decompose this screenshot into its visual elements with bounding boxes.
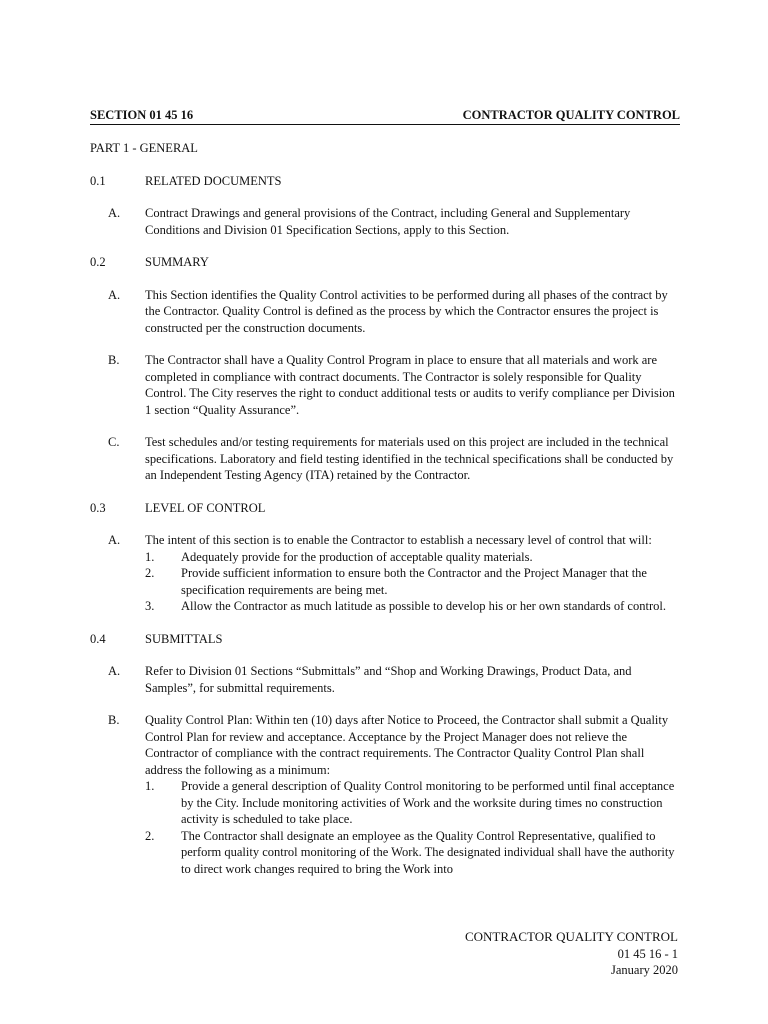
- list-item-text: Adequately provide for the production of acceptable quality materials.: [181, 549, 533, 564]
- list-item: [145, 828, 680, 878]
- paragraph: [90, 712, 680, 877]
- paragraph: [90, 532, 680, 615]
- paragraph: [90, 205, 680, 238]
- paragraph-label: C.: [108, 435, 120, 449]
- paragraph-label: A.: [108, 533, 121, 547]
- paragraph-label: B.: [108, 713, 120, 727]
- paragraph-text: This Section identifies the Quality Control activities to be performed during all phases of the contract by the Contractor. Quality Control is defined as the process by which the Contractor ensures the project is constructed per the construction documents.: [145, 287, 668, 335]
- paragraph-text: The intent of this section is to enable the Contractor to establish a necessary level of control that will:: [145, 533, 652, 547]
- list-item-text: Allow the Contractor as much latitude as possible to develop his or her own standards of control.: [181, 599, 666, 613]
- paragraph-body: [145, 712, 680, 877]
- section-heading: [90, 254, 680, 271]
- part-heading: PART 1 - GENERAL: [90, 141, 198, 155]
- section-header: [90, 107, 680, 125]
- section-heading-title: LEVEL OF CONTROL: [145, 500, 266, 515]
- section-heading-number: 0.1: [90, 173, 106, 188]
- list-item-number: 1.: [145, 779, 155, 793]
- paragraph: [90, 663, 680, 696]
- paragraph: [90, 352, 680, 418]
- section-heading: [90, 173, 680, 190]
- footer-title: CONTRACTOR QUALITY CONTROL: [464, 929, 678, 944]
- list-item-number: 1.: [145, 549, 155, 564]
- list-item-number: 3.: [145, 599, 155, 613]
- list-item-number: 2.: [145, 566, 155, 580]
- list-item: [145, 778, 680, 828]
- paragraph-text: Contract Drawings and general provisions of the Contract, including General and Supplementary Conditions and Division 01 Specification Sections, apply to this Section.: [145, 206, 631, 237]
- paragraph-text: Test schedules and/or testing requirements for materials used on this project are included in the technical specifications. Laboratory and field testing identified in the technical specifications shall be conducted by an Independent Testing Agency (ITA) retained by the Contractor.: [145, 435, 674, 482]
- list-item: [145, 565, 680, 598]
- paragraph-label: B.: [108, 353, 120, 367]
- paragraph-text: Quality Control Plan: Within ten (10) days after Notice to Proceed, the Contractor shall submit a Quality Control Plan for review and acceptance. Acceptance by the Project Manager does not relieve the Contractor of compliance with the contract requirements. The Contractor Quality Control Plan shall address the following as a minimum:: [145, 713, 669, 777]
- section-heading-title: SUMMARY: [145, 255, 209, 269]
- footer-page-number: 01 45 16 - 1: [617, 946, 678, 961]
- section-title: CONTRACTOR QUALITY CONTROL: [462, 108, 680, 122]
- paragraph-label: A.: [108, 664, 121, 678]
- paragraph: [90, 434, 680, 484]
- page-footer: [465, 929, 678, 979]
- list-item: [145, 549, 680, 566]
- section-heading-title: SUBMITTALS: [145, 631, 223, 646]
- list-item-text: Provide a general description of Quality Control monitoring to be performed until final acceptance by the City. Include monitoring activities of Work and the worksite during times no construction activity is scheduled to take place.: [181, 779, 675, 826]
- paragraph-body: [145, 532, 680, 615]
- section-heading-number: 0.4: [90, 631, 106, 646]
- paragraph-text: The Contractor shall have a Quality Control Program in place to ensure that all materials and work are completed in compliance with contract documents. The Contractor is solely responsible for Quality Control. The City reserves the right to conduct additional tests or audits to verify compliance per Division 1 section “Quality Assurance”.: [145, 353, 675, 417]
- section-heading: [90, 500, 680, 517]
- list-item-number: 2.: [145, 828, 155, 843]
- section-heading: [90, 631, 680, 648]
- section-heading-number: 0.2: [90, 255, 106, 269]
- paragraph: [90, 287, 680, 337]
- paragraph-label: A.: [108, 206, 121, 220]
- section-heading-number: 0.3: [90, 500, 106, 515]
- footer-date: January 2020: [611, 963, 678, 977]
- section-number: SECTION 01 45 16: [90, 108, 194, 122]
- document-page: [90, 107, 680, 877]
- list-item-text: Provide sufficient information to ensure both the Contractor and the Project Manager that the specification requirements are being met.: [181, 566, 647, 597]
- paragraph-label: A.: [108, 287, 121, 302]
- section-heading-title: RELATED DOCUMENTS: [145, 173, 282, 188]
- list-item: [145, 598, 680, 615]
- paragraph-text: Refer to Division 01 Sections “Submittals” and “Shop and Working Drawings, Product Data, and Samples”, for submittal requirements.: [145, 664, 632, 695]
- list-item-text: The Contractor shall designate an employee as the Quality Control Representative, qualified to perform quality control monitoring of the Work. The designated individual shall have the authority to direct work changes required to bring the Work into: [181, 828, 675, 876]
